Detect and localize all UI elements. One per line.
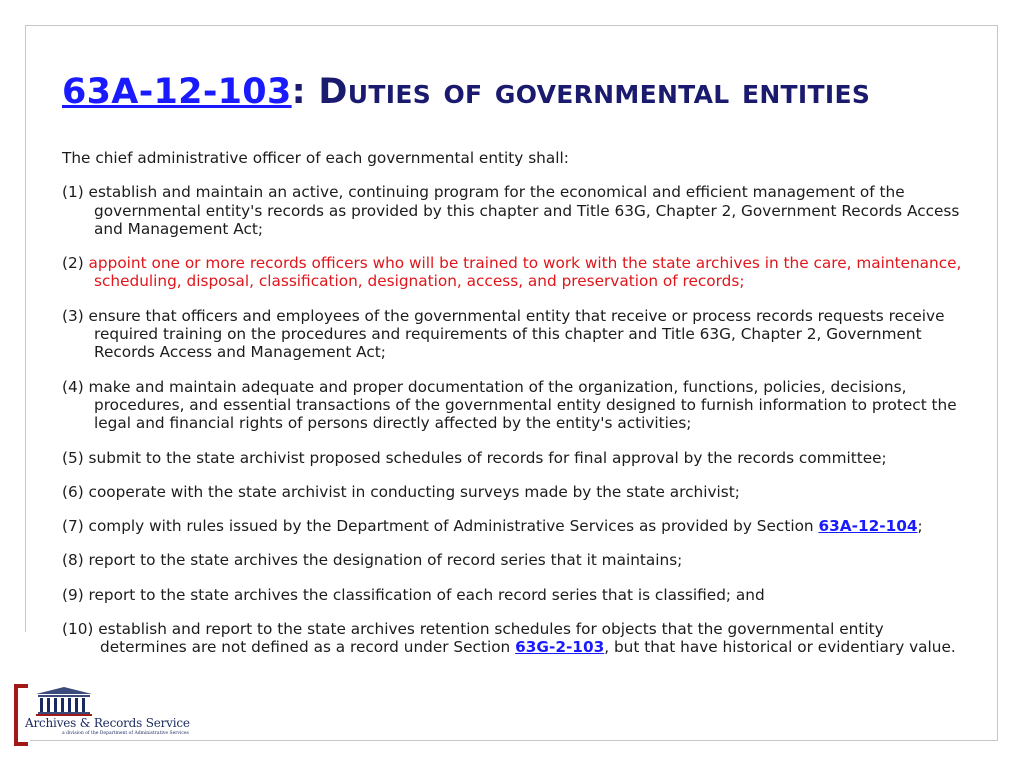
logo-name: Archives & Records Service [25,716,190,730]
item-text: establish and report to the state archives retention schedules for objects that the governmental entity determines are not defined as a record under Section [93,620,884,657]
item-number: (7) [62,517,84,536]
item-text-after: ; [917,517,923,536]
list-item-7 [62,517,967,535]
title-text: Duties of governmental entities [305,72,871,112]
item-text: make and maintain adequate and proper documentation of the organization, functions, policies, decisions, procedures, and essential transactions of the governmental entity designed to furnish information to protect the legal and financial rights of persons directly affected by the entity's activities; [83,377,957,433]
intro-text: The chief administrative officer of each governmental entity shall: [62,149,569,167]
item-number: (5) [62,448,84,467]
item-number: (9) [62,585,84,604]
list-item-10 [62,620,967,657]
item-text: report to the state archives the designation of record series that it maintains; [83,551,683,570]
section-link-63g-2-103[interactable]: 63G-2-103 [515,638,605,657]
title-code-link[interactable]: 63A-12-103 [62,72,292,112]
list-item-5 [62,449,967,467]
item-text: cooperate with the state archivist in conducting surveys made by the state archivist; [83,482,740,501]
item-text: report to the state archives the classification of each record series that is classified; and [83,585,765,604]
item-number: (8) [62,551,84,570]
item-number: (4) [62,377,84,396]
item-number: (1) [62,183,84,202]
list-item-2 [62,254,967,291]
item-number: (2) [62,254,84,273]
item-text: submit to the state archivist proposed schedules of records for final approval by the records committee; [83,448,887,467]
item-text-after: , but that have historical or evidentiary value. [604,638,956,657]
section-link-63a-12-104[interactable]: 63A-12-104 [818,517,918,536]
item-text-highlighted: appoint one or more records officers who will be trained to work with the state archives in the care, maintenance, scheduling, disposal, classification, designation, access, and preservation of records; [83,254,962,291]
item-number: (10) [62,620,94,639]
list-item-8 [62,551,967,569]
item-text: establish and maintain an active, continuing program for the economical and efficient management of the governmental entity's records as provided by this chapter and Title 63G, Chapter 2, Government Records Access and Management Act; [83,183,960,238]
logo-subtitle: a division of the Department of Administrative Services [62,731,189,736]
list-item-6 [62,483,967,501]
item-number: (3) [62,306,84,325]
item-text: ensure that officers and employees of the governmental entity that receive or process records requests receive required training on the procedures and requirements of this chapter and Title 63G, Chapter 2, Government Records Access and Management Act; [83,306,945,362]
item-number: (6) [62,482,84,501]
statute-body [62,149,967,673]
page-title [62,72,870,112]
capitol-pillars-icon [34,686,94,716]
list-item-3 [62,307,967,362]
title-separator: : [291,72,306,112]
item-text: comply with rules issued by the Department of Administrative Services as provided by Section [83,517,819,536]
archives-logo [14,684,190,740]
list-item-9 [62,586,967,604]
list-item-4 [62,378,967,433]
logo-bracket [14,684,28,746]
list-item-1 [62,183,967,238]
